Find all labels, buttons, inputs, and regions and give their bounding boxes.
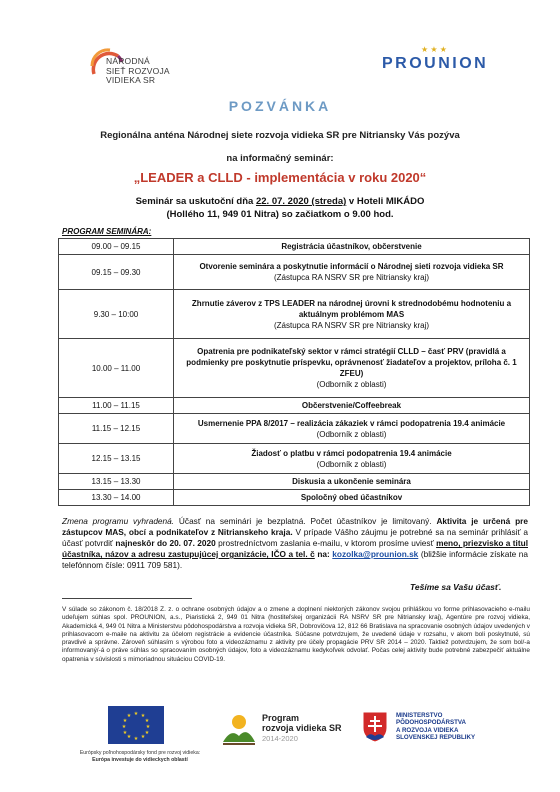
activity-title: Zhrnutie záverov z TPS LEADER na národnej úrovni k strednodobému hodnoteniu a aktuálnym problémom MAS (191, 298, 512, 319)
ministry-line: A ROZVOJA VIDIEKA (396, 726, 459, 734)
seminar-address-line: (Hollého 11, 949 01 Nitra) so začiatkom o 9.00 hod. (166, 209, 394, 220)
info-text: V prípade Vášho záujmu je potrebné sa na seminár prihlásiť a účasť potvrdiť (62, 527, 528, 548)
info-text: prostredníctvom zaslania e-mailu, v ktorom prosíme uviesť (215, 538, 437, 548)
svg-text:★: ★ (144, 730, 150, 736)
time-cell: 09.15 – 09.30 (59, 255, 174, 290)
time-cell: 10.00 – 11.00 (59, 339, 174, 398)
eu-flag-icon (108, 706, 164, 744)
svg-text:★: ★ (140, 713, 146, 719)
activity-title: Žiadosť o platbu v rámci podopatrenia 19.4 animácie (251, 448, 452, 458)
activity-note: (Zástupca RA NSRV SR pre Nitriansky kraj) (273, 273, 429, 282)
nsrv-logo-line: VIDIEKA SR (106, 75, 156, 85)
time-cell: 11.00 – 11.15 (59, 398, 174, 414)
time-cell: 09.00 – 09.15 (59, 239, 174, 255)
svg-text:★: ★ (144, 718, 150, 724)
table-row (59, 414, 530, 444)
svg-text:★: ★ (126, 734, 132, 740)
seminar-date: 22. 07. 2020 (streda) (255, 196, 347, 207)
activity-note: (Zástupca RA NSRV SR pre Nitriansky kraj) (273, 320, 429, 330)
date-prefix: Seminár sa uskutoční dňa (135, 196, 256, 207)
program-change-note: Zmena programu vyhradená. (62, 516, 175, 526)
program-label: PROGRAM SEMINÁRA: (62, 227, 152, 236)
activity-note: (Odborník z oblasti) (316, 429, 387, 439)
prounion-stars-icon: ★ ★ ★ (421, 45, 447, 54)
table-row (59, 339, 530, 398)
activity-cell (174, 290, 530, 339)
intro-line-2: na informačný seminár: (226, 153, 334, 164)
contact-email-link[interactable]: kozolka@prounion.sk (332, 549, 419, 559)
nsrv-logo-text (106, 57, 170, 86)
activity-cell (174, 339, 530, 398)
svg-text:★: ★ (122, 730, 128, 736)
prv-logo-line: rozvoja vidieka SR (262, 723, 342, 733)
ministry-line: PÔDOHOSPODÁRSTVA (396, 719, 467, 727)
table-row (59, 398, 530, 414)
program-table (58, 238, 530, 506)
time-cell: 9.30 – 10:00 (59, 290, 174, 339)
seminar-title: „LEADER a CLLD - implementácia v roku 2020“ (133, 170, 427, 185)
page-title: POZVÁNKA (228, 98, 332, 114)
seminar-date-line (0, 196, 560, 207)
prv-logo-line: Program (262, 713, 300, 723)
seminar-venue: v Hoteli MIKÁDO (346, 196, 425, 207)
prounion-logo: PROUNION (382, 55, 489, 72)
prv-logo-icon (221, 712, 257, 746)
target-audience: Aktivita je určená pre zástupcov MAS, obcí a podnikateľov z Nitrianskeho kraja. (62, 516, 528, 537)
phone-info: (bližšie informácie získate na telefónnom čísle: 0911 709 581). (62, 549, 528, 570)
activity-cell (174, 444, 530, 474)
activity-cell (174, 490, 530, 506)
time-cell: 11.15 – 12.15 (59, 414, 174, 444)
svg-text:★: ★ (126, 713, 132, 719)
table-row (59, 490, 530, 506)
activity-cell (174, 414, 530, 444)
activity-title: Registrácia účastníkov, občerstvenie (281, 242, 422, 251)
table-row (59, 255, 530, 290)
prv-logo-years: 2014-2020 (262, 734, 298, 743)
info-text: na: (314, 549, 333, 559)
activity-cell (174, 474, 530, 490)
activity-title: Diskusia a ukončenie seminára (292, 477, 411, 486)
activity-title: Spoločný obed účastníkov (300, 493, 403, 502)
svg-text:★: ★ (122, 718, 128, 724)
time-cell: 13.30 – 14.00 (59, 490, 174, 506)
eu-caption: Európsky poľnohospodársky fond pre rozvoj vidieka: (79, 750, 201, 756)
table-row (59, 474, 530, 490)
slovak-coat-of-arms-icon (361, 710, 389, 744)
table-row (59, 290, 530, 339)
registration-info (62, 516, 528, 571)
activity-title: Občerstvenie/Coffeebreak (301, 401, 402, 410)
eu-slogan: Európa investuje do vidieckych oblastí (92, 757, 188, 763)
svg-text:★: ★ (121, 724, 127, 730)
activity-cell (174, 398, 530, 414)
activity-cell (174, 239, 530, 255)
time-cell: 12.15 – 13.15 (59, 444, 174, 474)
ministry-logo-text (396, 712, 475, 742)
nsrv-logo-line: SIEŤ ROZVOJA (106, 65, 170, 76)
svg-text:★: ★ (133, 736, 139, 742)
intro-line-1: Regionálna anténa Národnej siete rozvoja vidieka SR pre Nitriansky Vás pozýva (100, 130, 460, 141)
svg-text:★: ★ (140, 734, 146, 740)
activity-title: Opatrenia pre podnikateľský sektor v rámci stratégií CLLD – časť PRV (pravidlá a podmienky pre poskytnutie príspevku, oprávnenosť žiadateľov a projektov, príloha č. 1 ZFEU) (186, 347, 517, 378)
activity-title: Otvorenie seminára a poskytnutie informácií o Národnej sieti rozvoja vidieka SR (199, 262, 504, 271)
nsrv-logo-line: NÁRODNÁ (106, 56, 150, 66)
ministry-line: SLOVENSKEJ REPUBLIKY (396, 734, 476, 742)
closing-line: Tešíme sa Vašu účasť. (410, 582, 502, 592)
table-row (59, 444, 530, 474)
gdpr-notice: V súlade so zákonom č. 18/2018 Z. z. o ochrane osobných údajov a o zmene a doplnení niektorých zákonov svojou prihláškou vo forme prihlasovacieho e-mailu udeľujem súhlas spol. PROUNION, a.s., Piaristická 2, 949 01 Nitra (hostiteľskej organizácii RA NSRV SR pre Nitriansky kraj), Agentúre pre rozvoj vidieka, Akademická 4, 949 01 Nitra a Ministerstvu pôdohospodárstva a rozvoja vidieka SR, Dobrovičova 12, 812 66 Bratislava na spracovanie osobných údajov uvedených v prihlasovacom e-maile na aktivitu za účelom registrácie a evidencie účastníka. Súčasne potvrdzujem, že uvedené údaje v rozsahu, v akom boli poskytnuté, sú pravdivé a správne. Zároveň súhlasím s výrobou foto a videozáznamu z aktivity pre účely propagácie PRV SR 2014 – 2020. Taktiež potvrdzujem, že som bol/-a informovaný/-á o práve súhlas so spracovaním osobných údajov, foto a videozáznamu kedykoľvek odvolať. Počas celej aktivity bude potrebné zabezpečiť aktuálne opatrenia v súvislosti s mimoriadnou situáciou COVID-19. (62, 606, 530, 663)
svg-text:★: ★ (133, 711, 139, 717)
info-text: Účasť na seminári je bezplatná. Počet účastníkov je limitovaný. (174, 516, 437, 526)
ministry-line: MINISTERSTVO (396, 712, 443, 719)
required-details: meno, priezvisko a titul účastníka, názov a adresu zastupujúcej organizácie, IČO a tel. č (62, 538, 528, 559)
time-cell: 13.15 – 13.30 (59, 474, 174, 490)
activity-note: (Odborník z oblasti) (316, 459, 387, 469)
svg-text:★: ★ (145, 724, 151, 730)
divider (62, 598, 192, 599)
activity-cell (174, 255, 530, 290)
activity-title: Usmernenie PPA 8/2017 – realizácia zákaziek v rámci podopatrenia 19.4 animácie (197, 418, 506, 428)
deadline: najneskôr do 20. 07. 2020 (115, 538, 216, 548)
activity-note: (Odborník z oblasti) (316, 380, 387, 389)
table-row (59, 239, 530, 255)
